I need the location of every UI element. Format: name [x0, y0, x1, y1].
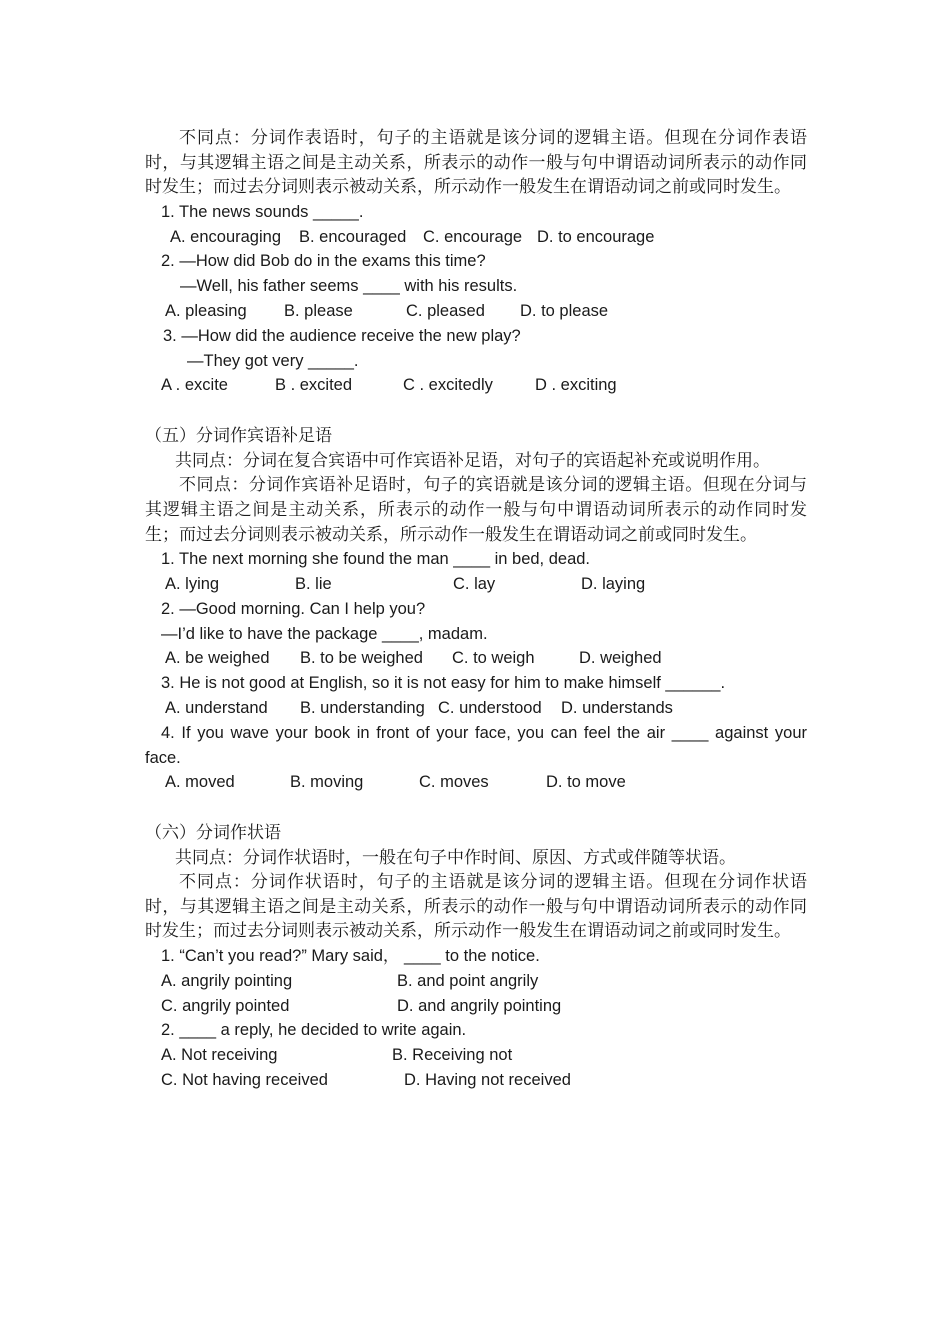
option: A. encouraging [170, 227, 281, 246]
option: A. angrily pointing [161, 971, 293, 990]
option: B. understanding [300, 698, 425, 717]
option: D. laying [581, 574, 646, 593]
s6-q2-options-row-1 [145, 1043, 807, 1068]
s6-q1-options-row-2 [145, 994, 807, 1019]
s6-question-2: 2. ____ a reply, he decided to write again. [161, 1021, 467, 1040]
option: D. understands [561, 698, 673, 717]
option: A. pleasing [165, 301, 247, 320]
option: A. moved [165, 773, 235, 792]
option: C . excitedly [403, 376, 493, 395]
s5-question-1: 1. The next morning she found the man ____ in bed, dead. [161, 550, 590, 569]
s4-q1-options [145, 225, 807, 250]
option: D. and angrily pointing [397, 996, 562, 1015]
option: B. encouraged [299, 227, 407, 246]
s6-q1-options-row-1 [145, 969, 807, 994]
option: C. understood [438, 698, 542, 717]
s5-question-3: 3. He is not good at English, so it is not easy for him to make himself ______. [161, 674, 726, 693]
option: D. to encourage [537, 227, 655, 246]
option: A . excite [161, 376, 228, 395]
s4-q2-options [145, 299, 807, 324]
s5-q3-options [145, 696, 807, 721]
s5-difference-paragraph: 不同点：分词作宾语补足语时，句子的宾语就是该分词的逻辑主语。但现在分词与其逻辑主语之间是主动关系，所表示的动作一般与句中谓语动词所表示的动作同时发生；而过去分词则表示被动关系，所示动作一般发生在谓语动词之前或同时发生。 [145, 475, 807, 545]
option: A. lying [165, 574, 220, 593]
option: A. Not receiving [161, 1046, 278, 1065]
s5-common-paragraph: 共同点：分词在复合宾语中可作宾语补足语，对句子的宾语起补充或说明作用。 [175, 450, 770, 471]
option: D. to move [546, 773, 626, 792]
s4-question-1: 1. The news sounds _____. [161, 202, 364, 221]
option: C. lay [453, 574, 496, 593]
option: C. pleased [406, 301, 485, 320]
option: A. be weighed [165, 649, 270, 668]
s6-question-1: 1. “Can’t you read?” Mary said， ____ to the notice. [161, 947, 540, 966]
s5-q4-options [145, 770, 807, 795]
s4-q3-options [145, 373, 807, 398]
option: C. moves [419, 773, 489, 792]
option: A. understand [165, 698, 268, 717]
option: D. Having not received [404, 1071, 571, 1090]
s4-question-3-line-1: 3. —How did the audience receive the new play? [163, 326, 521, 345]
s5-question-4: 4. If you wave your book in front of your face, you can feel the air ____ against your face. [145, 723, 807, 767]
s4-question-2-line-2: —Well, his father seems ____ with his results. [180, 277, 518, 296]
option: D. weighed [579, 649, 662, 668]
option: B. and point angrily [397, 971, 539, 990]
option: D. to please [520, 301, 609, 320]
document-page [145, 126, 807, 1093]
option: B . excited [275, 376, 353, 395]
option: B. Receiving not [392, 1046, 513, 1065]
s4-difference-paragraph: 不同点：分词作表语时，句子的主语就是该分词的逻辑主语。但现在分词作表语时，与其逻辑主语之间是主动关系，所表示的动作一般与句中谓语动词所表示的动作同时发生；而过去分词则表示被动关系，所示动作一般发生在谓语动词之前或同时发生。 [145, 128, 807, 198]
s5-q2-options [145, 646, 807, 671]
s6-q2-options-row-2 [145, 1068, 807, 1093]
s6-common-paragraph: 共同点：分词作状语时，一般在句子中作时间、原因、方式或伴随等状语。 [175, 847, 736, 868]
s5-q1-options [145, 572, 807, 597]
option: C. to weigh [452, 649, 535, 668]
option: B. moving [290, 773, 364, 792]
option: C. angrily pointed [161, 996, 290, 1015]
section-5-heading: （五）分词作宾语补足语 [145, 426, 332, 447]
s4-question-2-line-1: 2. —How did Bob do in the exams this time? [161, 252, 486, 271]
s5-question-2-line-1: 2. —Good morning. Can I help you? [161, 599, 426, 618]
option: C. encourage [423, 227, 523, 246]
section-6-heading: （六）分词作状语 [145, 823, 281, 844]
option: B. to be weighed [300, 649, 423, 668]
s5-question-2-line-2: —I’d like to have the package ____, madam. [161, 624, 488, 643]
s4-question-3-line-2: —They got very _____. [187, 351, 359, 370]
option: D . exciting [535, 376, 617, 395]
option: B. lie [295, 574, 332, 593]
option: C. Not having received [161, 1071, 328, 1090]
s6-difference-paragraph: 不同点：分词作状语时，句子的主语就是该分词的逻辑主语。但现在分词作状语时，与其逻辑主语之间是主动关系，所表示的动作一般与句中谓语动词所表示的动作同时发生；而过去分词则表示被动关系，所示动作一般发生在谓语动词之前或同时发生。 [145, 872, 807, 942]
option: B. please [284, 301, 353, 320]
